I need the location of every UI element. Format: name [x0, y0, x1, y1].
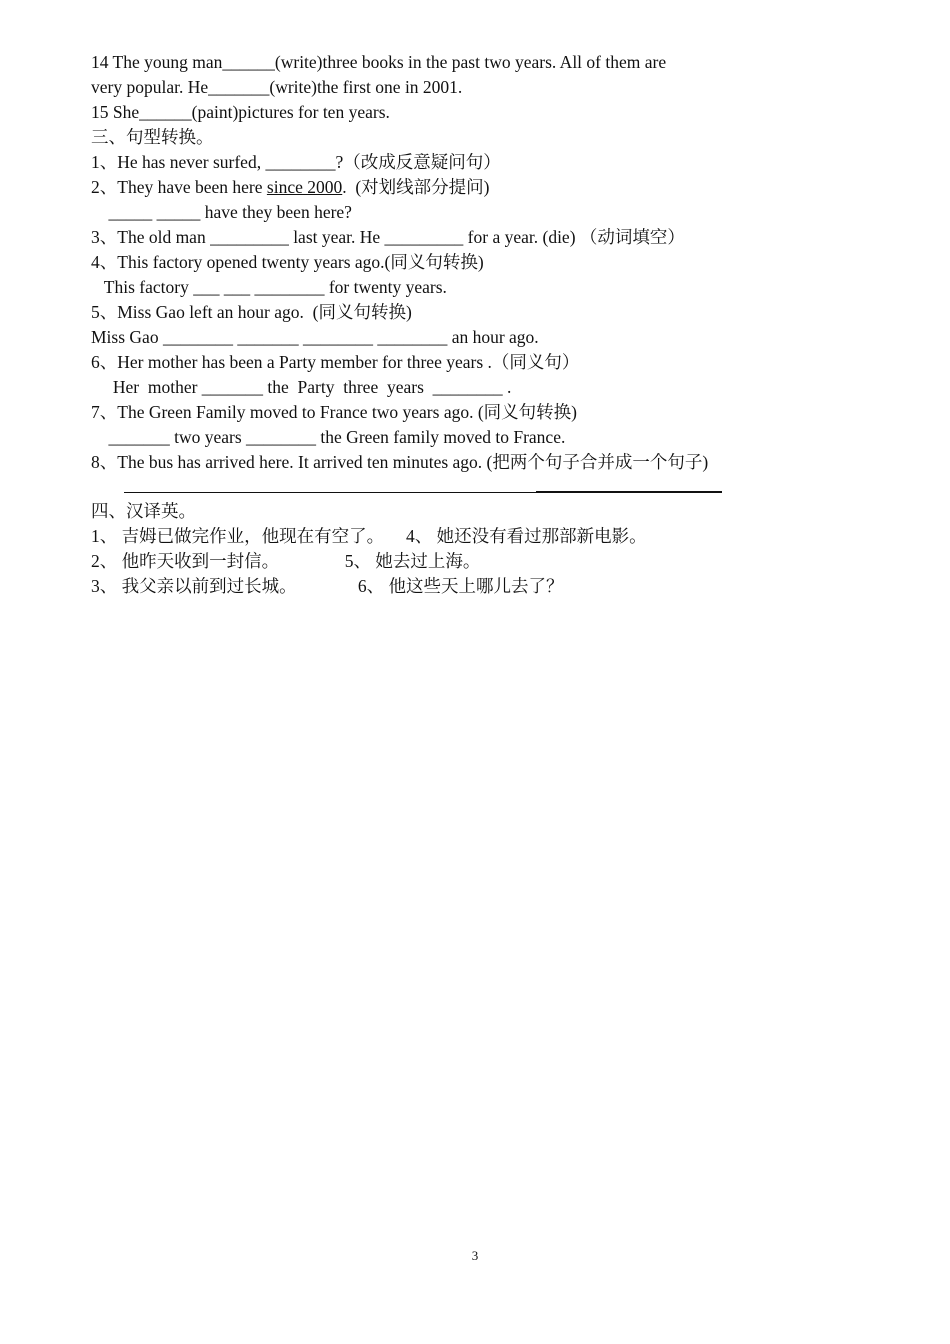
transform-6: 6、Her mother has been a Party member for three years .（同义句）	[91, 352, 580, 372]
transform-1: 1、He has never surfed, ________?（改成反意疑问句）	[91, 152, 501, 172]
transform-2-prefix: 2、They have been here	[91, 177, 267, 197]
underlined-phrase: since 2000	[266, 177, 343, 197]
transform-2-suffix: . (对划线部分提问)	[342, 177, 490, 197]
transform-2	[91, 176, 490, 198]
translate-row-1: 1、 吉姆已做完作业，他现在有空了。 4、 她还没有看过那部新电影。	[91, 526, 647, 546]
transform-4: 4、This factory opened twenty years ago.(同义句转换)	[91, 252, 484, 272]
answer-rule-right	[536, 491, 722, 493]
transform-4-answer: This factory ___ ___ ________ for twenty years.	[91, 277, 447, 297]
transform-7: 7、The Green Family moved to France two years ago. (同义句转换)	[91, 402, 577, 422]
question-15: 15 She______(paint)pictures for ten years.	[91, 102, 390, 122]
translate-row-2: 2、 他昨天收到一封信。 5、 她去过上海。	[91, 551, 481, 571]
question-14-line-1: 14 The young man______(write)three books in the past two years. All of them are	[91, 52, 667, 72]
transform-7-answer: _______ two years ________ the Green family moved to France.	[91, 427, 566, 447]
section-4-heading: 四、汉译英。	[91, 501, 196, 521]
transform-2-answer: _____ _____ have they been here?	[91, 202, 352, 222]
question-14-line-2: very popular. He_______(write)the first one in 2001.	[91, 77, 463, 97]
transform-5-answer: Miss Gao ________ _______ ________ ________ an hour ago.	[91, 327, 539, 347]
transform-6-answer: Her mother _______ the Party three years ________ .	[91, 377, 512, 397]
page-number: 3	[471, 1248, 479, 1263]
transform-8: 8、The bus has arrived here. It arrived ten minutes ago. (把两个句子合并成一个句子)	[91, 452, 709, 472]
transform-5: 5、Miss Gao left an hour ago. (同义句转换)	[91, 302, 412, 322]
translate-row-3: 3、 我父亲以前到过长城。 6、 他这些天上哪儿去了？	[91, 576, 564, 596]
answer-rule-left	[124, 492, 536, 493]
section-3-heading: 三、句型转换。	[91, 127, 214, 147]
transform-3: 3、The old man _________ last year. He _________ for a year. (die) （动词填空）	[91, 227, 685, 247]
